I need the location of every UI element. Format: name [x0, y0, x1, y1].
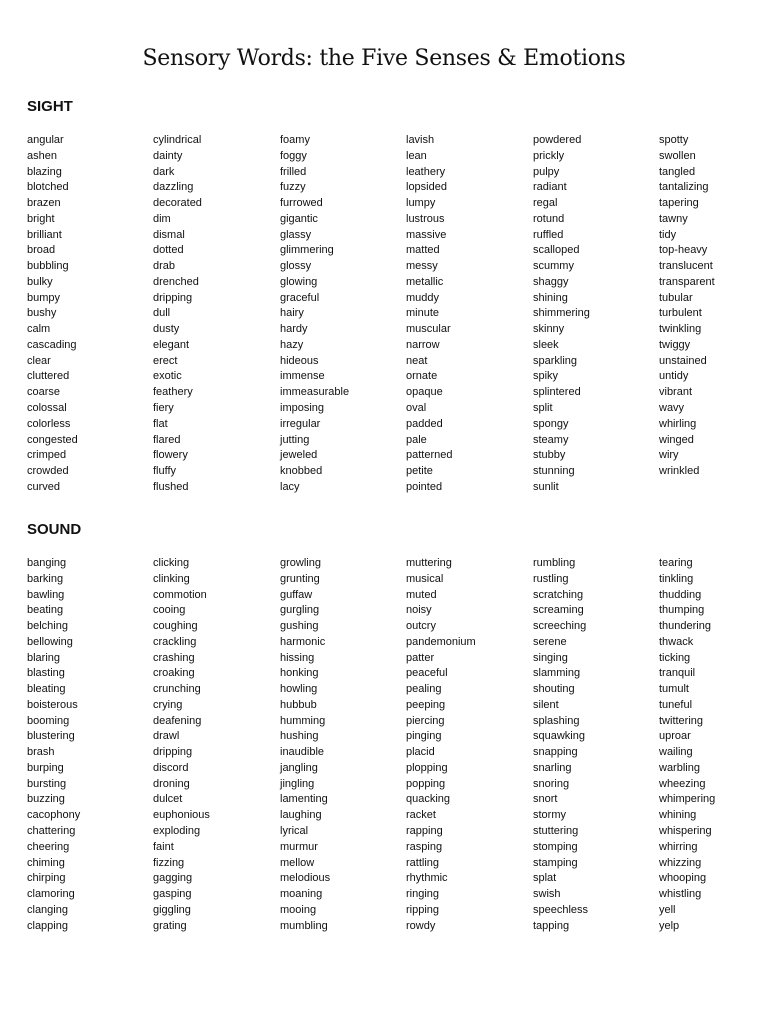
word-item: patterned [406, 449, 453, 462]
word-item: petite [406, 465, 433, 478]
word-item: whistling [659, 888, 702, 901]
word-item: hideous [280, 354, 319, 367]
word-item: faint [153, 840, 174, 853]
word-item: tapping [533, 919, 570, 932]
word-item: lean [406, 149, 427, 162]
word-item: padded [406, 417, 443, 430]
word-item: erect [153, 354, 178, 367]
word-item: bellowing [27, 635, 73, 648]
word-item: stomping [533, 840, 578, 853]
word-item: ashen [27, 149, 57, 162]
word-item: gasping [153, 888, 192, 901]
word-item: whirring [659, 840, 698, 853]
word-item: whooping [659, 872, 707, 885]
word-item: narrow [406, 338, 440, 351]
word-item: crunching [153, 683, 201, 696]
word-item: tranquil [659, 667, 696, 680]
word-item: irregular [280, 417, 321, 430]
word-item: patter [406, 651, 435, 664]
word-column-sight-2 [153, 133, 202, 496]
word-item: blotched [27, 181, 69, 194]
word-item: cooing [153, 604, 186, 617]
word-item: elegant [153, 338, 190, 351]
word-item: blaring [27, 651, 61, 664]
word-item: swish [533, 888, 561, 901]
word-item: fuzzy [280, 181, 306, 194]
word-item: honking [280, 667, 319, 680]
word-item: tubular [659, 291, 693, 304]
word-item: brilliant [27, 228, 62, 241]
word-item: bubbling [27, 260, 69, 273]
word-item: cheering [27, 840, 70, 853]
word-item: dim [153, 212, 171, 225]
word-item: rustling [533, 572, 569, 585]
word-item: lavish [406, 134, 435, 146]
word-item: whispering [659, 825, 712, 838]
word-item: turbulent [659, 307, 702, 320]
word-item: rowdy [406, 919, 436, 932]
word-item: fizzing [153, 856, 185, 869]
word-item: spiky [533, 370, 559, 383]
word-item: calm [27, 323, 51, 336]
word-item: brazen [27, 197, 61, 210]
word-item: cluttered [27, 370, 70, 383]
word-column-sight-1 [27, 133, 78, 496]
word-item: stunning [533, 465, 575, 478]
word-item: wrinkled [659, 465, 700, 478]
word-item: clinking [153, 572, 190, 585]
word-item: inaudible [280, 746, 325, 759]
word-item: blazing [27, 165, 62, 178]
word-item: regal [533, 197, 558, 210]
word-item: tidy [659, 228, 677, 241]
word-item: twittering [659, 714, 704, 727]
word-item: popping [406, 777, 446, 790]
word-item: gurgling [280, 604, 320, 617]
word-item: clamoring [27, 888, 75, 901]
word-item: colossal [27, 402, 67, 415]
word-item: droning [153, 777, 190, 790]
word-item: sparkling [533, 354, 578, 367]
word-item: hissing [280, 651, 315, 664]
word-item: silent [533, 698, 559, 711]
word-item: cylindrical [153, 134, 202, 146]
word-item: rasping [406, 840, 443, 853]
word-item: hairy [280, 307, 304, 320]
word-item: bumpy [27, 291, 61, 304]
word-item: flat [153, 417, 168, 430]
word-item: shining [533, 291, 568, 304]
word-item: grating [153, 919, 187, 932]
word-item: bawling [27, 588, 65, 601]
word-item: transparent [659, 275, 715, 288]
word-item: guffaw [280, 588, 313, 601]
word-item: buzzing [27, 793, 65, 806]
word-item: peeping [406, 698, 446, 711]
word-item: tumult [659, 683, 689, 696]
word-item: harmonic [280, 635, 326, 648]
word-item: pulpy [533, 165, 560, 178]
word-item: messy [406, 260, 438, 273]
word-item: muted [406, 588, 437, 601]
word-item: split [533, 402, 553, 415]
word-item: burping [27, 761, 64, 774]
word-item: snarling [533, 761, 572, 774]
word-column-sight-3 [280, 133, 349, 496]
word-column-sound-3 [280, 556, 330, 934]
word-item: wheezing [659, 777, 706, 790]
word-item: chiming [27, 856, 65, 869]
word-item: tangled [659, 165, 696, 178]
word-column-sight-4 [406, 133, 452, 496]
word-item: curved [27, 480, 61, 493]
word-item: opaque [406, 386, 443, 399]
word-item: dulcet [153, 793, 183, 806]
word-item: dusty [153, 323, 180, 336]
word-item: crimped [27, 449, 67, 462]
word-item: lustrous [406, 212, 445, 225]
word-item: commotion [153, 588, 207, 601]
word-item: peaceful [406, 667, 448, 680]
word-item: rumbling [533, 557, 576, 569]
word-item: melodious [280, 872, 331, 885]
word-item: speechless [533, 903, 589, 916]
word-item: fiery [153, 402, 174, 415]
word-item: ruffled [533, 228, 564, 241]
word-item: dripping [153, 746, 193, 759]
word-item: snapping [533, 746, 578, 759]
word-item: imposing [280, 402, 325, 415]
word-item: laughing [280, 809, 322, 822]
word-item: coarse [27, 386, 61, 399]
word-item: clear [27, 354, 51, 367]
word-item: chirping [27, 872, 66, 885]
word-item: yelp [659, 919, 680, 932]
word-column-sound-6 [659, 556, 715, 934]
word-item: colorless [27, 417, 71, 430]
word-item: scummy [533, 260, 574, 273]
word-item: knobbed [280, 465, 323, 478]
section-heading-sound: SOUND [27, 521, 82, 538]
word-item: clicking [153, 557, 190, 569]
word-column-sight-5 [533, 133, 590, 496]
word-item: hardy [280, 323, 308, 336]
word-item: tantalizing [659, 181, 709, 194]
word-item: growling [280, 557, 321, 569]
word-item: glossy [280, 260, 312, 273]
word-item: clapping [27, 919, 68, 932]
word-item: deafening [153, 714, 202, 727]
word-item: massive [406, 228, 447, 241]
word-item: neat [406, 354, 428, 367]
word-item: ticking [659, 651, 691, 664]
word-item: immense [280, 370, 325, 383]
word-item: booming [27, 714, 70, 727]
word-item: winged [659, 433, 694, 446]
word-item: cascading [27, 338, 77, 351]
word-item: hubbub [280, 698, 317, 711]
word-item: stamping [533, 856, 578, 869]
word-item: whirling [659, 417, 697, 430]
word-item: stormy [533, 809, 566, 822]
word-item: broad [27, 244, 56, 257]
word-item: top-heavy [659, 244, 708, 257]
word-item: chattering [27, 825, 76, 838]
word-item: feathery [153, 386, 193, 399]
word-item: croaking [153, 667, 195, 680]
document-title: Sensory Words: the Five Senses & Emotions [142, 46, 626, 71]
word-item: grunting [280, 572, 320, 585]
word-item: bushy [27, 307, 57, 320]
word-item: noisy [406, 604, 432, 617]
word-item: snoring [533, 777, 570, 790]
word-column-sound-5 [533, 556, 588, 934]
word-item: giggling [153, 903, 191, 916]
word-item: dripping [153, 291, 193, 304]
word-item: scalloped [533, 244, 580, 257]
word-item: splat [533, 872, 557, 885]
word-item: stuttering [533, 825, 579, 838]
word-item: flared [153, 433, 181, 446]
word-item: bleating [27, 683, 66, 696]
word-item: pandemonium [406, 635, 476, 648]
word-item: jeweled [280, 449, 318, 462]
word-item: fluffy [153, 465, 177, 478]
word-item: pale [406, 433, 427, 446]
word-item: thumping [659, 604, 705, 617]
word-item: boisterous [27, 698, 78, 711]
word-item: dainty [153, 149, 183, 162]
word-item: dotted [153, 244, 184, 257]
word-item: barking [27, 572, 64, 585]
word-item: glassy [280, 228, 312, 241]
word-item: yell [659, 903, 676, 916]
word-item: slamming [533, 667, 581, 680]
word-item: glowing [280, 275, 318, 288]
word-item: twinkling [659, 323, 702, 336]
word-item: congested [27, 433, 78, 446]
word-item: humming [280, 714, 326, 727]
word-item: uproar [659, 730, 691, 743]
word-item: hazy [280, 338, 304, 351]
word-item: jangling [280, 761, 318, 774]
word-item: matted [406, 244, 440, 257]
word-item: leathery [406, 165, 446, 178]
word-item: foggy [280, 149, 307, 162]
word-item: skinny [533, 323, 565, 336]
word-item: wailing [659, 746, 693, 759]
word-item: vibrant [659, 386, 693, 399]
word-item: quacking [406, 793, 451, 806]
word-item: flushed [153, 480, 189, 493]
word-item: dazzling [153, 181, 194, 194]
word-item: jingling [280, 777, 315, 790]
word-item: mooing [280, 903, 317, 916]
word-item: bulky [27, 275, 53, 288]
section-heading-sight: SIGHT [27, 98, 73, 115]
word-item: whining [659, 809, 697, 822]
word-item: screaming [533, 604, 584, 617]
word-item: lacy [280, 480, 300, 493]
word-item: tuneful [659, 698, 693, 711]
word-item: dull [153, 307, 171, 320]
word-item: flowery [153, 449, 188, 462]
word-item: twiggy [659, 338, 691, 351]
word-item: drawl [153, 730, 180, 743]
word-item: glimmering [280, 244, 334, 257]
word-item: hushing [280, 730, 319, 743]
word-item: cacophony [27, 809, 81, 822]
word-item: mumbling [280, 919, 328, 932]
word-item: swollen [659, 149, 696, 162]
word-item: belching [27, 620, 68, 633]
word-item: lamenting [280, 793, 328, 806]
word-item: sleek [533, 338, 559, 351]
word-item: placid [406, 746, 435, 759]
word-item: lumpy [406, 197, 436, 210]
word-item: thwack [659, 635, 694, 648]
word-item: lyrical [280, 825, 309, 838]
word-item: whimpering [659, 793, 716, 806]
word-item: pinging [406, 730, 442, 743]
word-item: blustering [27, 730, 75, 743]
word-item: crying [153, 698, 183, 711]
word-item: tinkling [659, 572, 694, 585]
word-item: piercing [406, 714, 445, 727]
word-item: bursting [27, 777, 67, 790]
word-item: wavy [659, 402, 685, 415]
word-item: crackling [153, 635, 197, 648]
word-item: rhythmic [406, 872, 448, 885]
word-item: gushing [280, 620, 319, 633]
word-item: foamy [280, 134, 310, 146]
word-item: decorated [153, 197, 202, 210]
word-item: plopping [406, 761, 448, 774]
word-item: tawny [659, 212, 688, 225]
word-item: blasting [27, 667, 65, 680]
word-item: serene [533, 635, 567, 648]
word-item: exotic [153, 370, 182, 383]
word-item: spotty [659, 134, 689, 146]
word-item: metallic [406, 275, 444, 288]
word-item: muddy [406, 291, 440, 304]
word-item: jutting [280, 433, 310, 446]
word-item: singing [533, 651, 568, 664]
word-item: ornate [406, 370, 438, 383]
word-column-sight-6 [659, 133, 715, 480]
word-item: unstained [659, 354, 707, 367]
word-item: mellow [280, 856, 315, 869]
word-item: lopsided [406, 181, 447, 194]
word-item: euphonious [153, 809, 210, 822]
word-item: screeching [533, 620, 587, 633]
word-item: dismal [153, 228, 185, 241]
word-item: immeasurable [280, 386, 350, 399]
word-item: brash [27, 746, 55, 759]
word-item: crashing [153, 651, 195, 664]
word-item: spongy [533, 417, 569, 430]
word-column-sound-1 [27, 556, 80, 934]
word-item: discord [153, 761, 189, 774]
word-item: rapping [406, 825, 443, 838]
word-item: sunlit [533, 480, 559, 493]
word-item: shaggy [533, 275, 569, 288]
word-item: thundering [659, 620, 711, 633]
word-item: gagging [153, 872, 193, 885]
word-item: rotund [533, 212, 565, 225]
word-item: whizzing [659, 856, 702, 869]
word-item: howling [280, 683, 318, 696]
word-item: radiant [533, 181, 567, 194]
word-item: splashing [533, 714, 580, 727]
word-item: scratching [533, 588, 584, 601]
word-item: wiry [659, 449, 679, 462]
word-item: drenched [153, 275, 199, 288]
word-item: splintered [533, 386, 581, 399]
word-item: outcry [406, 620, 436, 633]
word-item: muscular [406, 323, 451, 336]
word-item: pealing [406, 683, 442, 696]
word-item: muttering [406, 557, 452, 569]
word-item: tapering [659, 197, 699, 210]
word-column-sound-2 [153, 556, 210, 934]
word-item: murmur [280, 840, 318, 853]
word-item: untidy [659, 370, 689, 383]
word-item: racket [406, 809, 436, 822]
word-item: snort [533, 793, 558, 806]
word-column-sound-4 [406, 556, 476, 934]
word-item: thudding [659, 588, 702, 601]
word-item: gigantic [280, 212, 318, 225]
word-item: minute [406, 307, 440, 320]
word-item: dark [153, 165, 175, 178]
word-item: squawking [533, 730, 585, 743]
word-item: bright [27, 212, 55, 225]
word-item: graceful [280, 291, 320, 304]
word-item: pointed [406, 480, 443, 493]
word-item: angular [27, 134, 64, 146]
word-item: ripping [406, 903, 440, 916]
word-item: banging [27, 557, 67, 569]
word-item: shimmering [533, 307, 590, 320]
word-item: crowded [27, 465, 69, 478]
word-item: ringing [406, 888, 440, 901]
word-item: musical [406, 572, 444, 585]
word-item: warbling [659, 761, 700, 774]
word-item: moaning [280, 888, 323, 901]
word-item: oval [406, 402, 427, 415]
word-item: clanging [27, 903, 68, 916]
word-item: frilled [280, 165, 307, 178]
word-item: prickly [533, 149, 565, 162]
word-item: furrowed [280, 197, 323, 210]
word-item: beating [27, 604, 64, 617]
word-item: exploding [153, 825, 201, 838]
word-item: stubby [533, 449, 566, 462]
word-item: rattling [406, 856, 440, 869]
word-item: tearing [659, 557, 693, 569]
word-item: steamy [533, 433, 569, 446]
word-item: coughing [153, 620, 198, 633]
word-item: powdered [533, 134, 582, 146]
word-item: drab [153, 260, 176, 273]
word-item: translucent [659, 260, 713, 273]
word-item: shouting [533, 683, 575, 696]
